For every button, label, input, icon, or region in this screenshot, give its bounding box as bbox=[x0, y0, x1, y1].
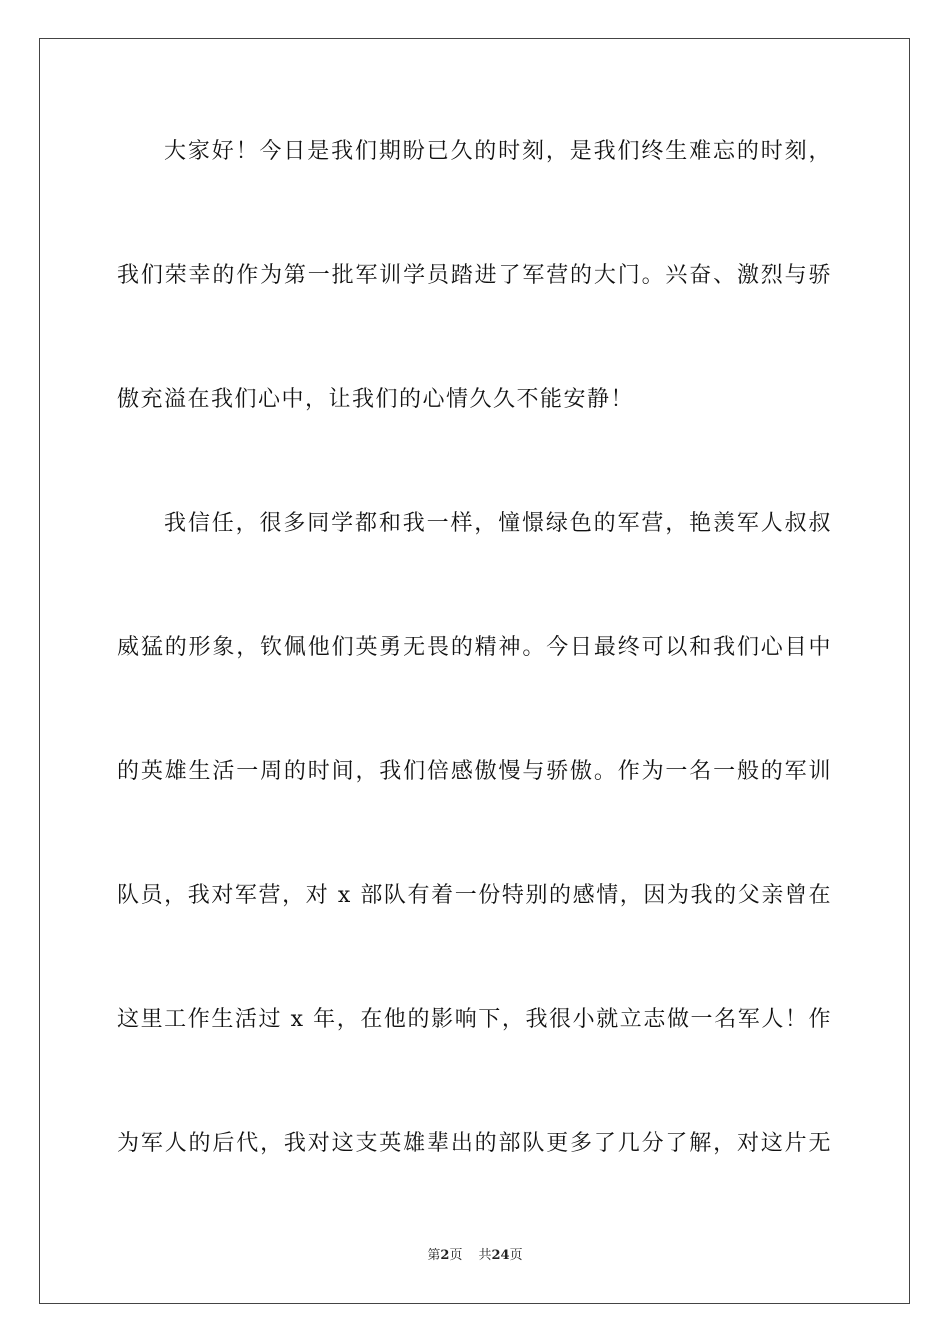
text-line-4: 我信任，很多同学都和我一样，憧憬绿色的军营，艳羡军人叔叔 bbox=[164, 511, 832, 536]
text-line-6: 的英雄生活一周的时间，我们倍感傲慢与骄傲。作为一名一般的军训 bbox=[117, 759, 832, 784]
text-line-8: 这里工作生活过 x 年，在他的影响下，我很小就立志做一名军人！作 bbox=[117, 1007, 832, 1032]
page-number-label: 第2页 bbox=[427, 1248, 463, 1263]
text-line-3: 傲充溢在我们心中，让我们的心情久久不能安静！ bbox=[117, 387, 635, 412]
total-pages-label: 共24页 bbox=[478, 1248, 523, 1263]
text-line-5: 威猛的形象，钦佩他们英勇无畏的精神。今日最终可以和我们心目中 bbox=[117, 635, 832, 660]
text-line-9: 为军人的后代，我对这支英雄辈出的部队更多了几分了解，对这片无 bbox=[117, 1131, 832, 1156]
text-line-7: 队员，我对军营，对 x 部队有着一份特别的感情，因为我的父亲曾在 bbox=[117, 883, 832, 908]
page-footer bbox=[0, 1246, 950, 1266]
page-border bbox=[39, 38, 910, 1304]
text-line-2: 我们荣幸的作为第一批军训学员踏进了军营的大门。兴奋、激烈与骄 bbox=[117, 263, 832, 288]
text-line-1: 大家好！今日是我们期盼已久的时刻，是我们终生难忘的时刻， bbox=[164, 139, 832, 164]
